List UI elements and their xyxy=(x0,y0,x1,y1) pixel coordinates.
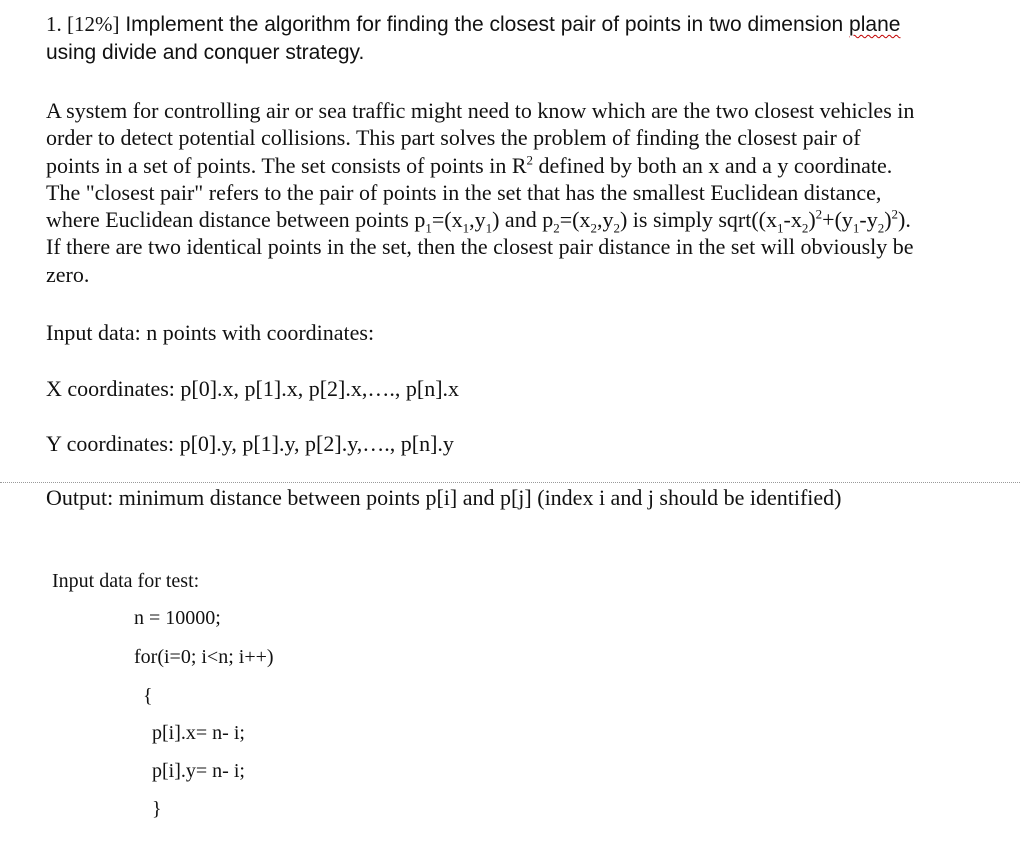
code-line: } xyxy=(152,798,162,820)
intro-text: ) xyxy=(884,207,892,233)
superscript: 2 xyxy=(815,206,823,222)
intro-text: ,y xyxy=(469,207,486,233)
subscript: 2 xyxy=(590,220,597,236)
superscript: 2 xyxy=(891,206,899,222)
subscript: 1 xyxy=(425,220,432,236)
title-text-part2: using divide and conquer strategy. xyxy=(46,41,365,64)
intro-paragraph xyxy=(46,97,916,288)
input-data-label: Input data: n points with coordinates: xyxy=(46,320,375,345)
y-coordinates-line: Y coordinates: p[0].y, p[1].y, p[2].y,…., p[n].y xyxy=(46,431,454,456)
superscript: 2 xyxy=(526,152,534,168)
code-line: n = 10000; xyxy=(134,607,221,629)
code-line: for(i=0; i<n; i++) xyxy=(134,646,274,668)
title-text-part1: Implement the algorithm for finding the closest pair of points in two dimension xyxy=(125,13,844,36)
question-number: 1. [12%] xyxy=(46,12,120,36)
intro-text: ) is simply sqrt((x xyxy=(619,207,777,233)
test-input-heading: Input data for test: xyxy=(52,570,200,592)
subscript: 1 xyxy=(777,220,784,236)
intro-text: =(x xyxy=(431,207,463,233)
intro-text: defined by both an x and a y coordinate. The "closest pair" refers to the pair of points in the set that has the smallest Euclidean distance, where Euclidean distance between points p xyxy=(46,152,893,233)
subscript: 2 xyxy=(877,220,885,236)
intro-text: =(x xyxy=(559,207,591,233)
subscript: 2 xyxy=(553,220,560,236)
code-line: p[i].x= n- i; xyxy=(152,722,245,744)
intro-text: -y xyxy=(859,207,878,233)
x-coordinates-line: X coordinates: p[0].x, p[1].x, p[2].x,…., p[n].x xyxy=(46,376,460,401)
output-description: Output: minimum distance between points p[i] and p[j] (index i and j should be identified) xyxy=(46,485,842,510)
intro-text: ) xyxy=(808,207,816,233)
question-title xyxy=(46,10,946,67)
subscript: 1 xyxy=(852,220,860,236)
intro-text: +(y xyxy=(822,207,853,233)
page-break-rule xyxy=(0,482,1020,483)
intro-text: ) and p xyxy=(492,207,554,233)
intro-text: -x xyxy=(783,207,802,233)
subscript: 1 xyxy=(462,220,470,236)
subscript: 1 xyxy=(485,220,493,236)
spellcheck-flagged-word[interactable]: plane xyxy=(849,13,901,36)
intro-text: ). If there are two identical points in the set, then the closest pair distance in the set will obviously be zero. xyxy=(46,207,914,287)
intro-text: A system for controlling air or sea traffic might need to know which are the two closest vehicles in order to detect potential collisions. This part solves the problem of finding the closest pair of points in a set of points. The set consists of points in R xyxy=(46,98,915,178)
subscript: 2 xyxy=(613,220,620,236)
code-line: p[i].y= n- i; xyxy=(152,760,245,782)
intro-text: ,y xyxy=(596,207,614,233)
subscript: 2 xyxy=(801,220,809,236)
code-line: { xyxy=(143,685,153,707)
